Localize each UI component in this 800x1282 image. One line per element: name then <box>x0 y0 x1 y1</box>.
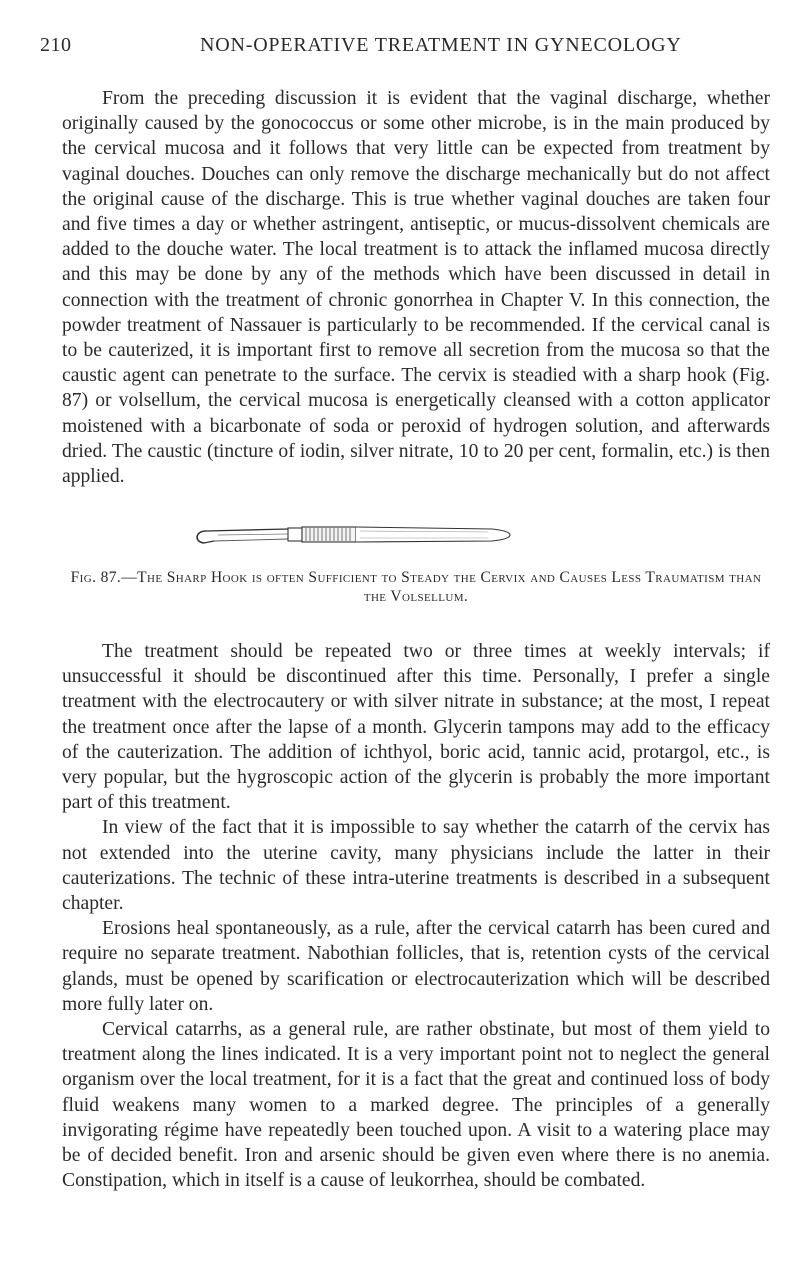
hook-shaft-upper <box>206 529 288 531</box>
body-text-top <box>62 86 770 489</box>
hook-curve <box>204 541 214 543</box>
paragraph: From the preceding discussion it is evident that the vaginal discharge, whether originally caused by the gonococcus or some other microbe, is in the main produced by the cervical mucosa and it follows that very little can be expected from treatment by vaginal douches. Douches can only remove the discharge mechanically but do not affect the original cause of the discharge. This is true whether vaginal douches are taken four and five times a day or whether astringent, antiseptic, or mucus-dissolvent chemicals are added to the douche water. The local treatment is to attack the inflamed mucosa directly and this may be done by any of the methods which have been discussed in detail in connection with the treatment of chronic gonorrhea in Chapter V. In this connection, the powder treatment of Nassauer is particularly to be recommended. If the cervical canal is to be cauterized, it is important first to remove all secretion from the mucosa so that the caustic agent can penetrate to the surface. The cervix is steadied with a sharp hook (Fig. 87) or volsellum, the cervical mucosa is energetically cleansed with a cotton applicator moistened with a bicarbonate of soda or peroxid of hydrogen solution, and afterwards dried. The caustic (tincture of iodin, silver nitrate, 10 to 20 per cent, formalin, etc.) is then applied. <box>62 88 770 488</box>
figure-caption: Fig. 87.—The Sharp Hook is often Sufficient to Steady the Cervix and Causes Less Traumatism than the Volsellum. <box>70 569 762 605</box>
hook-collar <box>288 528 302 541</box>
book-page <box>40 0 770 1282</box>
body-text-bottom <box>62 639 770 1193</box>
paragraph: The treatment should be repeated two or three times at weekly intervals; if unsuccessful it should be discontinued after this time. Personally, I prefer a single treatment with the electrocautery or with silver nitrate in substance; at the most, I repeat the treatment once after the lapse of a month. Glycerin tampons may add to the efficacy of the cauterization. The addition of ichthyol, boric acid, tannic acid, protargol, etc., is very popular, but the hygroscopic action of the glycerin is probably the more important part of this treatment. <box>62 641 770 814</box>
hook-shaft-lower <box>214 539 288 541</box>
hook-handle <box>356 527 510 542</box>
paragraph: Erosions heal spontaneously, as a rule, after the cervical catarrh has been cured and require no separate treatment. Nabothian follicles, that is, retention cysts of the cervical glands, must be opened by scarification or electrocauterization which will be described more fully later on. <box>62 918 770 1015</box>
running-head <box>40 34 770 64</box>
paragraph: In view of the fact that it is impossible to say whether the catarrh of the cervix has not extended into the uterine cavity, many physicians include the latter in their cauterizations. The technic of these intra-uterine treatments is described in a subsequent chapter. <box>62 817 770 915</box>
chapter-running-title: NON-OPERATIVE TREATMENT IN GYNECOLOGY <box>200 34 682 56</box>
paragraph: Cervical catarrhs, as a general rule, are rather obstinate, but most of them yield to treatment along the lines indicated. It is a very important point not to neglect the general organism over the local treatment, for it is a fact that the great and continued loss of body fluid weakens many women to a marked degree. The principles of a generally invigorating régime have repeatedly been touched upon. A visit to a watering place may be of decided benefit. Iron and arsenic should be given even where there is no anemia. Constipation, which in itself is a cause of leukorrhea, should be combated. <box>62 1019 770 1192</box>
hook-shaft-center <box>218 534 288 535</box>
hook-tip <box>197 531 206 543</box>
sharp-hook-illustration <box>192 524 518 550</box>
page-number: 210 <box>40 34 72 56</box>
